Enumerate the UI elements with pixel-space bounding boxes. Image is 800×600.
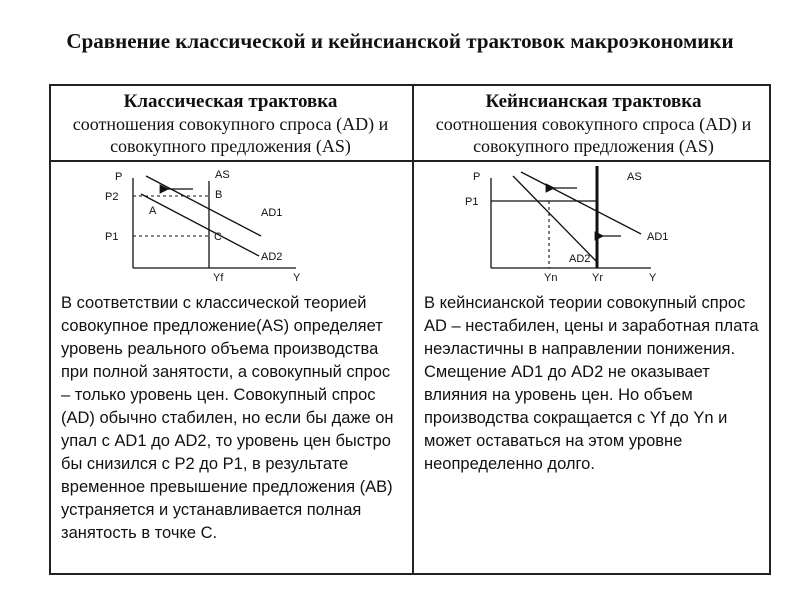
label-as: AS — [627, 171, 642, 183]
label-p: P — [115, 171, 123, 183]
classical-subheading: соотношения совокупного спроса (AD) и совокупного предложения (AS) — [72, 114, 389, 156]
label-p1: P1 — [105, 231, 119, 243]
classical-graph-svg — [101, 166, 321, 286]
classical-text: В соответствии с классической теорией совокупное предложение(AS) определяет уровень реального объема производства при полной занятости, а совокупный спрос – только уровень цен. Совокупный спрос (AD) обычно стабилен, но если бы даже он упал с AD1 до AD2, то уровень цен быстро бы снизился с P2 до P1, в результате временное превышение предложения (AB) устраняется и устанавливается полная занятость в точке C. — [61, 294, 394, 542]
label-ad1: AD1 — [261, 207, 283, 219]
classical-header — [53, 90, 408, 157]
keynesian-graph-svg — [451, 166, 691, 286]
keynesian-subheading: соотношения совокупного спроса (AD) и совокупного предложения (AS) — [435, 114, 752, 156]
label-p: P — [473, 171, 481, 183]
label-as: AS — [215, 169, 230, 181]
label-a: A — [149, 205, 157, 217]
label-ad1: AD1 — [647, 231, 669, 243]
label-yr: Yr — [592, 272, 603, 284]
label-p2: P2 — [105, 191, 119, 203]
label-y: Y — [293, 272, 301, 284]
label-yn: Yn — [544, 272, 558, 284]
label-ad2: AD2 — [569, 253, 591, 265]
label-y: Y — [649, 272, 657, 284]
keynesian-graph — [451, 166, 691, 286]
classical-graph — [101, 166, 321, 286]
keynesian-text: В кейнсианской теории совокупный спрос AD – нестабилен, цены и заработная плата неэластичны в направлении понижения. Смещение AD1 до AD2 не оказывает влияния на уровень цен. Но объем производства сокращается с Yf до Yn и может оставаться на этом уровне неопределенно долго. — [424, 294, 759, 473]
header-divider — [51, 160, 769, 162]
label-b: B — [215, 189, 223, 201]
label-ad2: AD2 — [261, 251, 283, 263]
page-title: Сравнение классической и кейнсианской трактовок макроэкономики — [66, 29, 734, 53]
keynesian-heading: Кейнсианская трактовка — [485, 91, 702, 112]
label-c: C — [214, 231, 222, 243]
comparison-table — [49, 84, 771, 575]
label-yf: Yf — [213, 272, 224, 284]
keynesian-header — [416, 90, 771, 157]
classical-heading: Классическая трактовка — [123, 91, 338, 112]
label-p1: P1 — [465, 196, 479, 208]
